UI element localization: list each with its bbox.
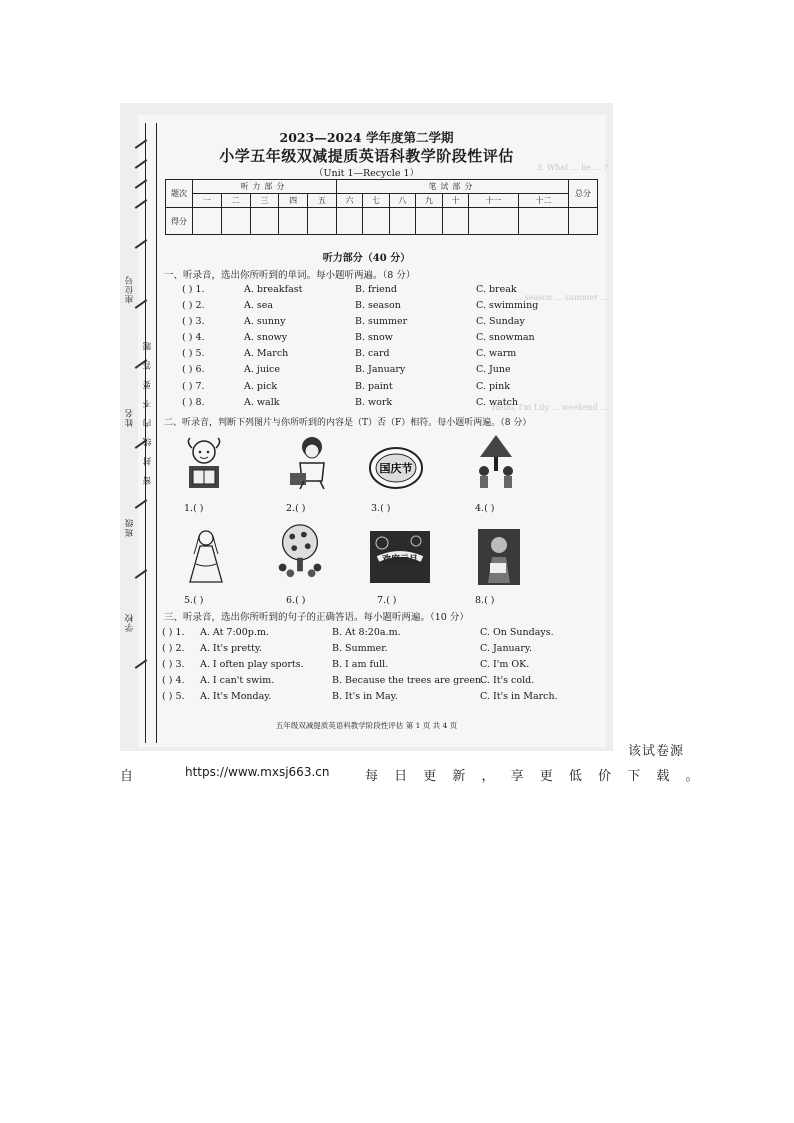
item-number: ( ) 5. [162, 691, 185, 702]
row-label-score: 得分 [166, 208, 193, 235]
option-a: A. sunny [244, 316, 286, 327]
logo-text: 国庆节 [379, 462, 413, 475]
source-prefix: 自 [120, 769, 134, 784]
score-cell [250, 208, 279, 235]
score-cell [363, 208, 389, 235]
picture-answer-4[interactable]: 4.( ) [475, 503, 495, 514]
item-number: ( ) 2. [182, 300, 205, 311]
item-number: ( ) 3. [182, 316, 205, 327]
option-b: B. I am full. [332, 659, 389, 670]
picture-answer-3[interactable]: 3.( ) [371, 503, 391, 514]
picture-answer-8[interactable]: 8.( ) [475, 595, 495, 606]
option-c: C. It's in March. [480, 691, 558, 702]
class-label: 班级 [125, 518, 135, 537]
option-a: A. juice [244, 364, 280, 375]
picture-answer-1[interactable]: 1.( ) [184, 503, 204, 514]
exam-title: 小学五年级双减提质英语科教学阶段性评估 [219, 147, 514, 165]
national-day-logo-icon [368, 438, 424, 496]
exam-scope: （Unit 1—Recycle 1） [313, 168, 420, 179]
fireworks-text: 欢度元旦 [381, 555, 419, 565]
score-cell [221, 208, 250, 235]
name-label: 姓名 [125, 408, 135, 427]
part1-item [182, 381, 602, 395]
part3-item [162, 675, 582, 689]
girl-reading-icon [180, 436, 228, 494]
seat-number-label: 座位号 [125, 275, 135, 304]
item-number: ( ) 1. [162, 627, 185, 638]
tree-with-children-icon [472, 433, 520, 491]
listening-section-header: 听力部分 [193, 180, 337, 194]
source-url-link[interactable]: https://www.mxsj663.cn [185, 765, 330, 779]
option-b: B. card [355, 348, 390, 359]
binding-line [156, 123, 157, 743]
source-note-line1: 该试卷源 [628, 744, 685, 759]
option-a: A. At 7:00p.m. [200, 627, 269, 638]
exam-term: 2023—2024 学年度第二学期 [279, 130, 454, 145]
part3-item [162, 643, 582, 657]
option-b: B. season [355, 300, 401, 311]
score-cell [519, 208, 569, 235]
new-year-fireworks-icon [370, 528, 430, 586]
score-cell [442, 208, 468, 235]
question-number: 十 [442, 194, 468, 208]
option-c: C. snowman [476, 332, 535, 343]
question-number: 十二 [519, 194, 569, 208]
item-number: ( ) 4. [182, 332, 205, 343]
picture-answer-5[interactable]: 5.( ) [184, 595, 204, 606]
item-number: ( ) 4. [162, 675, 185, 686]
score-cell [416, 208, 442, 235]
part1-heading: 一、听录音，选出你所听到的单词。每小题听两遍。（8 分） [164, 270, 416, 281]
question-number: 二 [221, 194, 250, 208]
bleed-through-text: ... season ... summer ... [514, 293, 608, 302]
item-number: ( ) 3. [162, 659, 185, 670]
source-suffix: 每 日 更 新 ， 享 更 低 价 下 载 。 [365, 769, 705, 784]
option-c: C. watch [476, 397, 519, 408]
option-c: C. It's cold. [480, 675, 535, 686]
option-b: B. It's in May. [332, 691, 398, 702]
question-number: 一 [193, 194, 222, 208]
part1-item [182, 316, 602, 330]
bleed-through-text: 3. What ... he ... ? [536, 163, 608, 172]
score-cell [336, 208, 362, 235]
question-number: 四 [279, 194, 308, 208]
score-cell [469, 208, 519, 235]
listening-heading: 听力部分（40 分） [322, 253, 411, 264]
option-b: B. Because the trees are green. [332, 675, 485, 686]
page-footer: 五年级双减提质英语科教学阶段性评估 第 1 页 共 4 页 [275, 721, 458, 730]
part3-item [162, 659, 582, 673]
option-c: C. break [476, 284, 517, 295]
item-number: ( ) 7. [182, 381, 205, 392]
item-number: ( ) 1. [182, 284, 205, 295]
question-number: 九 [416, 194, 442, 208]
option-a: A. pick [244, 381, 278, 392]
seal-line-text: 密 封 线 内 不 要 答 题 [143, 338, 153, 485]
option-b: B. snow [355, 332, 393, 343]
bleed-through-text: Hello, I'm Lily ... weekend ... [491, 403, 608, 412]
part1-item [182, 300, 602, 314]
part3-item [162, 691, 582, 705]
boy-with-basket-icon [286, 433, 334, 491]
option-a: A. It's pretty. [200, 643, 262, 654]
option-c: C. On Sundays. [480, 627, 554, 638]
option-c: C. pink [476, 381, 510, 392]
option-a: A. It's Monday. [200, 691, 272, 702]
option-c: C. warm [476, 348, 517, 359]
option-c: C. Sunday [476, 316, 525, 327]
girl-in-dress-icon [182, 528, 230, 586]
option-a: A. breakfast [244, 284, 303, 295]
option-b: B. summer [355, 316, 408, 327]
part1-item [182, 397, 602, 411]
part1-item [182, 348, 602, 362]
part3-item [162, 627, 582, 641]
school-label: 学校 [125, 613, 135, 632]
option-b: B. work [355, 397, 393, 408]
picture-answer-2[interactable]: 2.( ) [286, 503, 306, 514]
option-a: A. walk [244, 397, 280, 408]
option-a: A. snowy [244, 332, 288, 343]
item-number: ( ) 5. [182, 348, 205, 359]
part1-item [182, 364, 602, 378]
girl-with-book-icon [478, 528, 520, 586]
part1-item [182, 284, 602, 298]
option-a: A. March [244, 348, 289, 359]
option-b: B. friend [355, 284, 397, 295]
score-cell [389, 208, 415, 235]
option-c: C. January. [480, 643, 533, 654]
total-score-cell [569, 208, 598, 235]
option-c: C. June [476, 364, 511, 375]
option-b: B. Summer. [332, 643, 388, 654]
question-number: 六 [336, 194, 362, 208]
question-number: 八 [389, 194, 415, 208]
part1-item [182, 332, 602, 346]
item-number: ( ) 2. [162, 643, 185, 654]
writing-section-header: 笔试部分 [336, 180, 568, 194]
score-table [165, 179, 598, 235]
picture-answer-7[interactable]: 7.( ) [377, 595, 397, 606]
part2-heading: 二、听录音，判断下列图片与你所听到的内容是（T）否（F）相符。每小题听两遍。（8 分） [164, 418, 532, 428]
part3-heading: 三、听录音，选出你所听到的句子的正确答语。每小题听两遍。（10 分） [164, 612, 469, 623]
option-a: A. I often play sports. [200, 659, 304, 670]
item-number: ( ) 6. [182, 364, 205, 375]
question-number: 十一 [469, 194, 519, 208]
question-number: 五 [308, 194, 337, 208]
scanned-exam-page [120, 103, 613, 751]
score-cell [308, 208, 337, 235]
question-number: 七 [363, 194, 389, 208]
apple-tree-children-icon [272, 523, 328, 581]
option-c: C. swimming [476, 300, 539, 311]
score-cell [193, 208, 222, 235]
option-a: A. I can't swim. [200, 675, 275, 686]
item-number: ( ) 8. [182, 397, 205, 408]
option-b: B. paint [355, 381, 393, 392]
picture-answer-6[interactable]: 6.( ) [286, 595, 306, 606]
option-a: A. sea [244, 300, 274, 311]
score-cell [279, 208, 308, 235]
question-number: 三 [250, 194, 279, 208]
row-label-question: 题次 [166, 180, 193, 208]
total-header: 总分 [569, 180, 598, 208]
option-b: B. January [355, 364, 406, 375]
option-c: C. I'm OK. [480, 659, 530, 670]
option-b: B. At 8:20a.m. [332, 627, 401, 638]
